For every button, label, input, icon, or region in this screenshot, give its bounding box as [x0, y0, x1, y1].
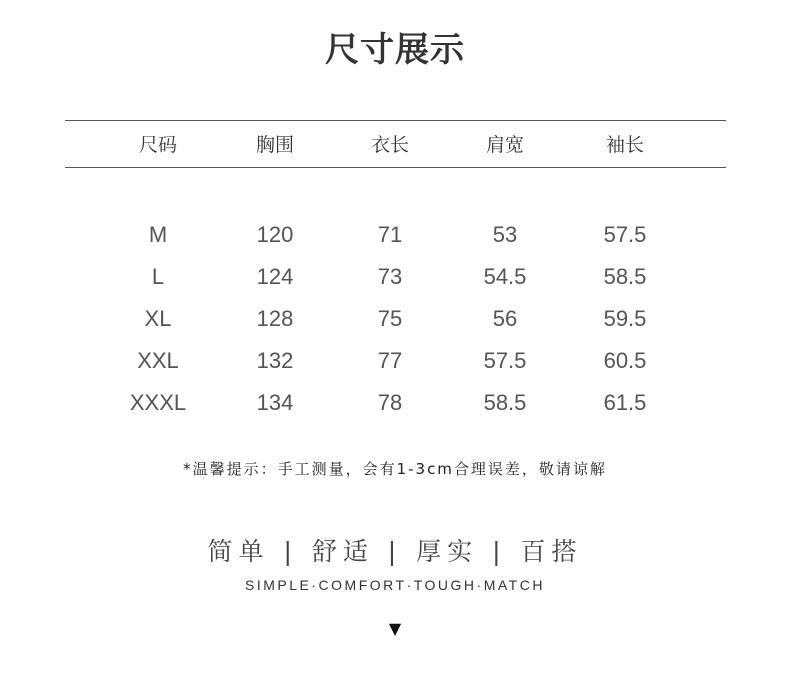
header-size: 尺码 [138, 134, 177, 156]
shoulder-cell: 57.5 [483, 348, 527, 373]
shoulder-cell: 58.5 [483, 390, 527, 415]
header-chest: 胸围 [255, 134, 294, 156]
down-arrow-icon: ▼ [388, 619, 402, 638]
size-cell: XXXL [129, 390, 187, 415]
slogan: 简单 | 舒适 | 厚实 | 百搭 [207, 537, 583, 566]
header-shoulder: 肩宽 [485, 134, 524, 156]
length-cell: 77 [377, 348, 403, 373]
size-cell: L [151, 264, 165, 289]
slogan-subtitle: SIMPLE·COMFORT·TOUGH·MATCH [245, 577, 545, 593]
shoulder-cell: 56 [492, 306, 518, 331]
measurement-tip: *温馨提示：手工测量，会有1-3cm合理误差，敬请谅解 [183, 460, 607, 478]
length-cell: 75 [377, 306, 403, 331]
length-cell: 78 [377, 390, 403, 415]
sleeve-cell: 58.5 [603, 264, 647, 289]
chest-cell: 120 [256, 222, 294, 247]
sleeve-cell: 60.5 [603, 348, 647, 373]
header-length: 衣长 [370, 134, 409, 156]
size-cell: XL [144, 306, 172, 331]
chest-cell: 128 [256, 306, 294, 331]
length-cell: 71 [377, 222, 403, 247]
table-header-rule [65, 167, 726, 168]
sleeve-cell: 57.5 [603, 222, 647, 247]
length-cell: 73 [377, 264, 403, 289]
page-title: 尺寸展示 [325, 30, 465, 70]
table-top-rule [65, 120, 726, 121]
sleeve-cell: 59.5 [603, 306, 647, 331]
header-sleeve: 袖长 [605, 134, 644, 156]
sleeve-cell: 61.5 [603, 390, 647, 415]
shoulder-cell: 54.5 [483, 264, 527, 289]
size-cell: M [148, 222, 168, 247]
chest-cell: 134 [256, 390, 294, 415]
size-cell: XXL [137, 348, 179, 373]
chest-cell: 132 [256, 348, 294, 373]
shoulder-cell: 53 [492, 222, 518, 247]
chest-cell: 124 [256, 264, 294, 289]
